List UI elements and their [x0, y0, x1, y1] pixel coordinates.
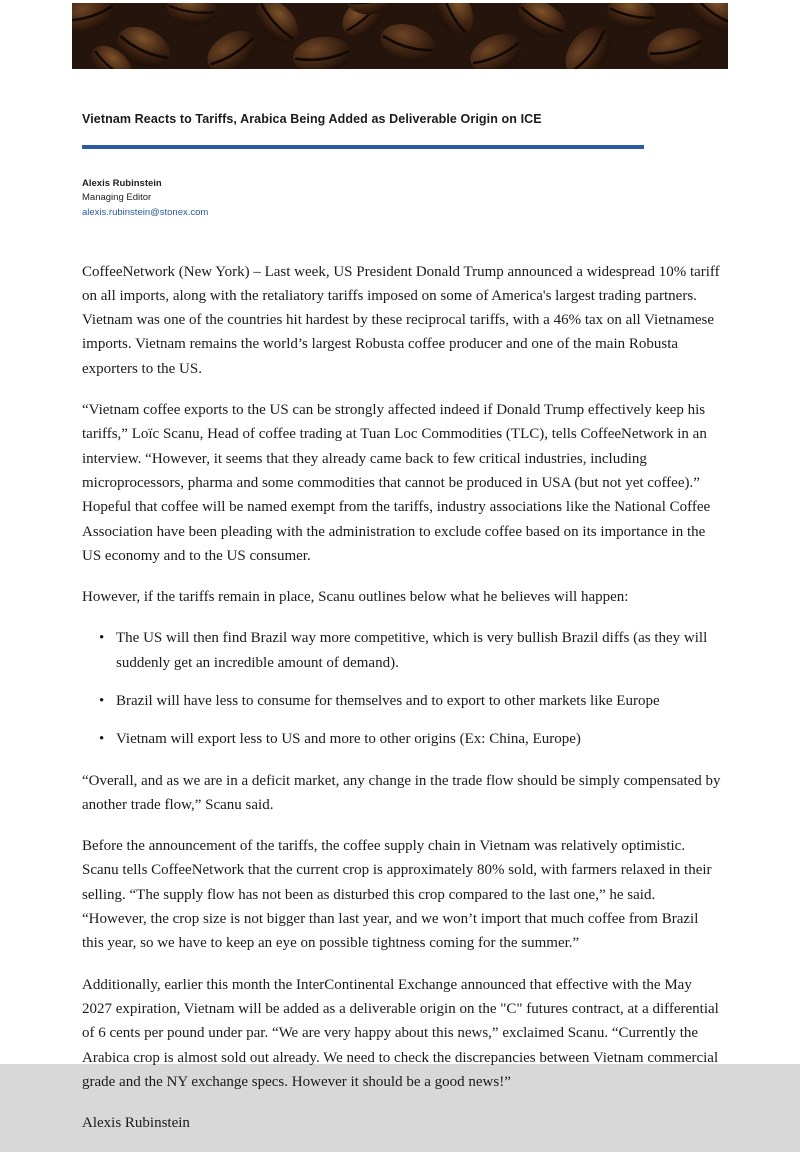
author-role: Managing Editor: [82, 192, 152, 204]
list-item: • Vietnam will export less to US and more to other origins (Ex: China, Europe): [116, 727, 722, 751]
document-content: [0, 69, 800, 1152]
paragraph: Additionally, earlier this month the InterContinental Exchange announced that effective with the May 2027 expiration, Vietnam will be added as a deliverable origin on the "C" futures contract, at a differential of 6 cents per pound under par. “We are very happy about this news,” exclaimed Scanu. “Currently the Arabica crop is almost sold out already. We need to check the discrepancies between Vietnam commercial grade and the NY exchange specs. However it should be a good news!”: [82, 976, 719, 1090]
paragraph: “Vietnam coffee exports to the US can be strongly affected indeed if Donald Trump effectively keep his tariffs,” Loïc Scanu, Head of coffee trading at Tuan Loc Commodities (TLC), tells CoffeeNetwork in an interview. “However, it seems that they already came back to few critical industries, including microprocessors, pharma and some commodities that cannot be produced in USA (but not yet coffee).” Hopeful that coffee will be named exempt from the tariffs, industry associations like the National Coffee Association have been pleading with the administration to exclude coffee based on its importance in the US economy and to the US consumer.: [82, 402, 711, 564]
author-email-link[interactable]: alexis.rubinstein@stonex.com: [82, 206, 209, 218]
list-item: • Brazil will have less to consume for themselves and to export to other markets like Europe: [116, 689, 722, 713]
article-body: [82, 260, 722, 1136]
author-name: Alexis Rubinstein: [82, 178, 162, 190]
signoff: Alexis Rubinstein: [82, 1115, 190, 1132]
paragraph: CoffeeNetwork (New York) – Last week, US President Donald Trump announced a widespread 10% tariff on all imports, along with the retaliatory tariffs imposed on some of America's largest trading partners. Vietnam was one of the countries hit hardest by these reciprocal tariffs, with a 46% tax on all Vietnamese imports. Vietnam remains the world’s largest Robusta coffee producer and one of the main Robusta exporters to the US.: [82, 263, 720, 377]
paragraph: Before the announcement of the tariffs, the coffee supply chain in Vietnam was relatively optimistic. Scanu tells CoffeeNetwork that the current crop is approximately 80% sold, with farmers relaxed in their selling. “The supply flow has not been as disturbed this crop compared to the last one,” he said. “However, the crop size is not bigger than last year, and we won’t import that much coffee from Brazil this year, so we have to keep an eye on possible tightness coming for the summer.”: [82, 838, 712, 952]
coffee-beans-hero-image: [72, 3, 728, 69]
bullet-list: [82, 626, 722, 751]
byline: [82, 177, 718, 219]
paragraph: However, if the tariffs remain in place, Scanu outlines below what he believes will happen:: [82, 589, 629, 606]
title-divider: [82, 145, 644, 149]
paragraph: “Overall, and as we are in a deficit market, any change in the trade flow should be simply compensated by another trade flow,” Scanu said.: [82, 772, 721, 813]
page-title: Vietnam Reacts to Tariffs, Arabica Being Added as Deliverable Origin on ICE: [82, 112, 542, 126]
list-item: • The US will then find Brazil way more competitive, which is very bullish Brazil diffs (as they will suddenly get an incredible amount of demand).: [116, 626, 722, 675]
